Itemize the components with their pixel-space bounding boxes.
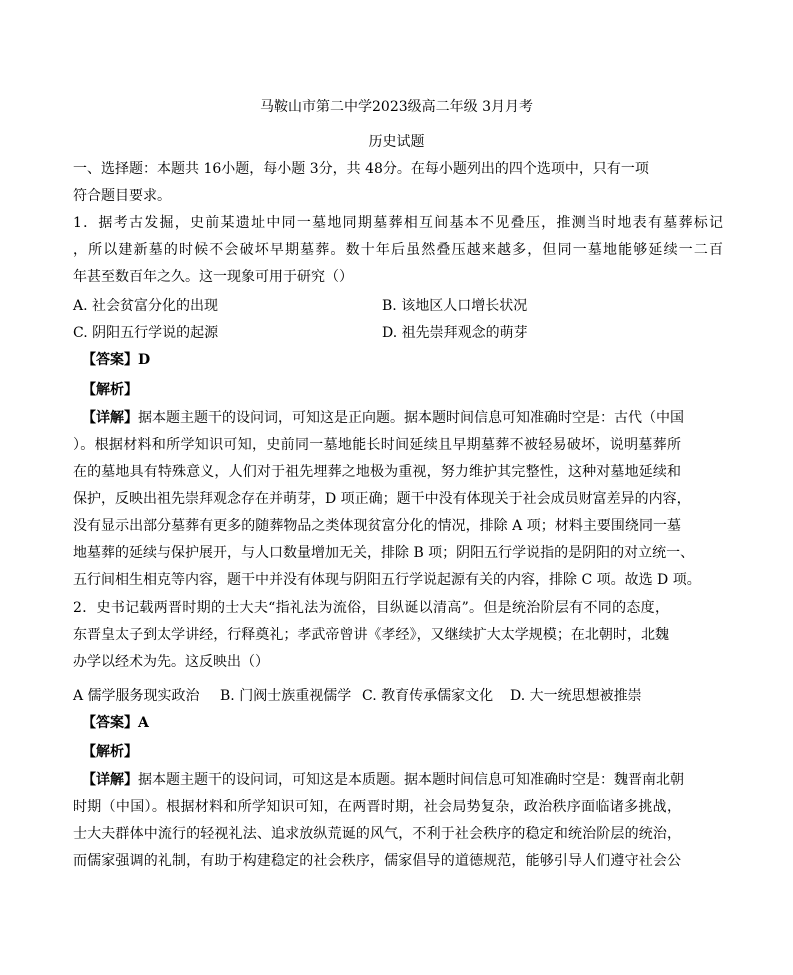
q1-option-c: C. 阴阳五行学说的起源	[73, 325, 219, 341]
exam-title: 马鞍山市第二中学2023级高二年级 3月月考	[260, 99, 533, 115]
q2-answer	[82, 713, 149, 733]
q2-option-b: B. 门阀士族重视儒学	[220, 688, 352, 704]
detail-tag: 【详解】	[82, 410, 138, 426]
q1-detail-line: ）。根据材料和所学知识可知，史前同一墓地能长时间延续且早期墓葬不被轻易破坏，说明墓葬所	[73, 437, 681, 453]
answer-value: A	[138, 715, 149, 731]
section-heading-cont: 符合题目要求。	[73, 188, 171, 204]
section-heading: 一、选择题：本题共 16小题，每小题 3分，共 48分。在每小题列出的四个选项中，只有一项	[73, 161, 649, 177]
q2-stem-line: 东晋皇太子到太学讲经，行释奠礼；孝武帝曾讲《孝经》，又继续扩大太学规模；在北朝时，北魏	[73, 627, 669, 643]
q1-option-a: A. 社会贫富分化的出现	[73, 298, 219, 314]
q2-analysis-tag: 【解析】	[82, 744, 138, 760]
q2-stem-line: 办学以经术为先。这反映出（）	[73, 654, 269, 670]
q1-detail-line: 地墓葬的延续与保护展开，与人口数量增加无关，排除 B 项；阴阳五行学说指的是阴阳的对立统一、	[73, 545, 695, 561]
q2-detail-line: 而儒家强调的礼制，有助于构建稳定的社会秩序，儒家倡导的道德规范，能够引导人们遵守社会公	[73, 853, 681, 869]
answer-tag: 【答案】	[82, 715, 138, 731]
q2-stem-line: 2．史书记载两晋时期的士大夫“指礼法为流俗，目纵诞以清高”。但是统治阶层有不同的态度，	[73, 600, 669, 616]
answer-value: D	[138, 352, 151, 368]
q1-detail-line: 五行间相生相克等内容，题干中并没有体现与阴阳五行学说起源有关的内容，排除 C 项。故选 D 项。	[73, 572, 701, 588]
exam-subtitle: 历史试题	[368, 134, 425, 150]
q1-option-d: D. 祖先崇拜观念的萌芽	[382, 325, 528, 341]
q2-option-d: D. 大一统思想被推崇	[510, 688, 642, 704]
q2-option-a: A 儒学服务现实政治	[73, 688, 200, 704]
q1-detail-line: 【详解】据本题主题干的设问词，可知这是正向题。据本题时间信息可知准确时空是：古代（中国	[82, 410, 684, 426]
q2-option-c: C. 教育传承儒家文化	[362, 688, 494, 704]
answer-tag: 【答案】	[82, 352, 138, 368]
q1-option-b: B. 该地区人口增长状况	[382, 298, 528, 314]
q1-detail-line: 保护，反映出祖先崇拜观念存在并萌芽，D 项正确；题干中没有体现关于社会成员财富差异的内容，	[73, 491, 691, 507]
detail-tag: 【详解】	[82, 772, 138, 788]
q1-stem-line: 1．据考古发掘，史前某遗址中同一墓地同期墓葬相互间基本不见叠压，推测当时地表有墓葬标记	[73, 215, 723, 231]
q1-stem-line: ，所以建新墓的时候不会破坏早期墓葬。数十年后虽然叠压越来越多，但同一墓地能够延续一二百	[73, 242, 723, 258]
q2-detail-line: 时期（中国）。根据材料和所学知识可知，在两晋时期，社会局势复杂，政治秩序面临诸多挑战，	[73, 799, 681, 815]
q1-analysis-tag: 【解析】	[82, 382, 138, 398]
q1-stem-line: 年甚至数百年之久。这一现象可用于研究（）	[73, 269, 353, 285]
q2-detail-line: 【详解】据本题主题干的设问词，可知这是本质题。据本题时间信息可知准确时空是：魏晋南北朝	[82, 772, 684, 788]
q1-detail-line: 没有显示出部分墓葬有更多的随葬物品之类体现贫富分化的情况，排除 A 项；材料主要围绕同一墓	[73, 518, 681, 534]
q1-detail-line: 在的墓地具有特殊意义，人们对于祖先埋葬之地极为重视，努力维护其完整性，这种对墓地延续和	[73, 464, 681, 480]
q1-answer	[82, 350, 150, 370]
q2-detail-line: 士大夫群体中流行的轻视礼法、追求放纵荒诞的风气，不利于社会秩序的稳定和统治阶层的统治，	[73, 826, 681, 842]
